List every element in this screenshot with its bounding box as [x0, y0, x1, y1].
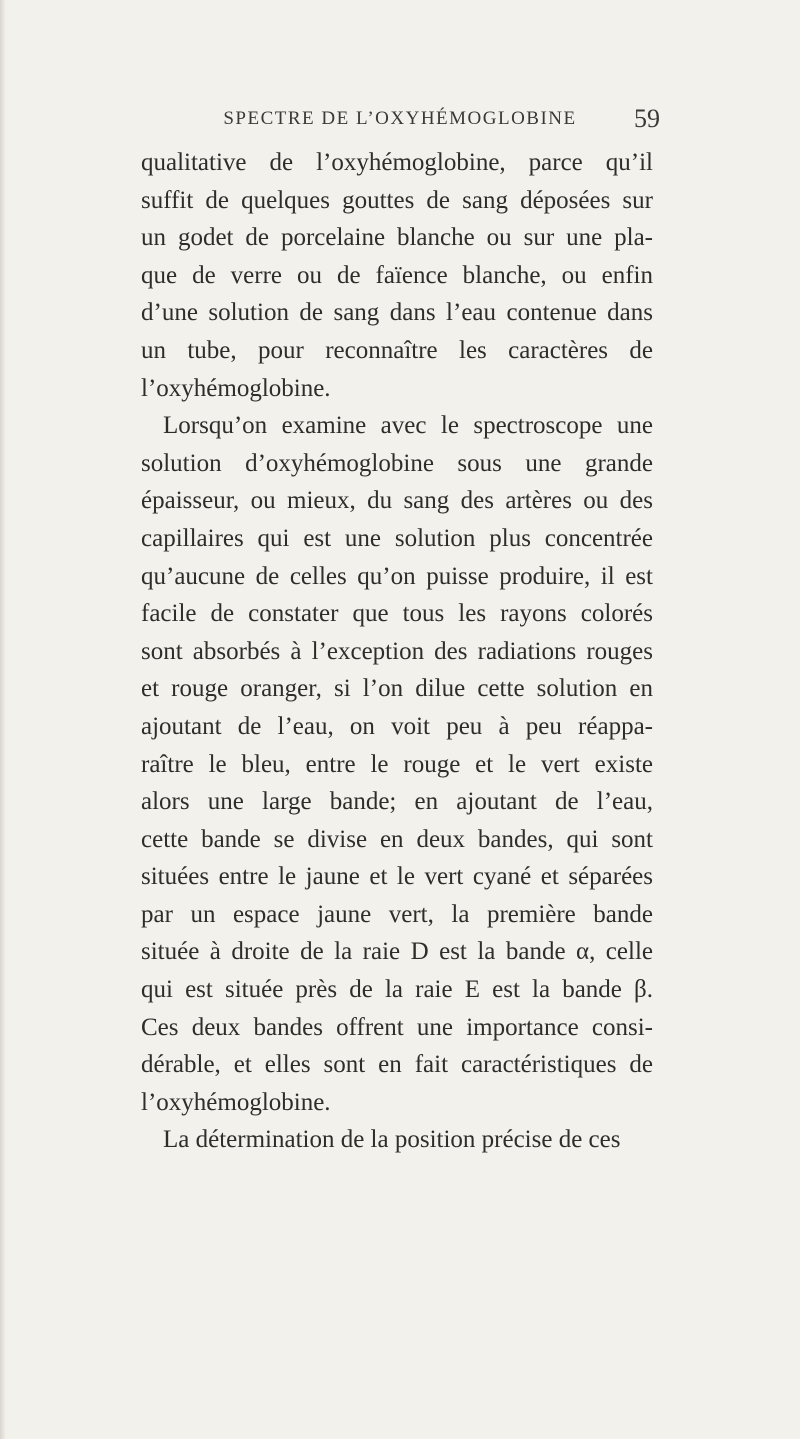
text-line: qui est située près de la raie E est la bande β. — [141, 976, 653, 1004]
page-edge-shadow — [0, 0, 6, 1439]
text-line: facile de constater que tous les rayons colorés — [141, 600, 653, 628]
text-line: d’une solution de sang dans l’eau contenue dans — [141, 299, 653, 327]
text-line: située à droite de la raie D est la bande α, celle — [141, 938, 653, 966]
text-line: Lorsqu’on examine avec le spectroscope une — [163, 412, 653, 440]
text-line: un tube, pour reconnaître les caractères de — [141, 336, 653, 364]
text-line: et rouge oranger, si l’on dilue cette solution en — [141, 675, 653, 703]
text-line: dérable, et elles sont en fait caractéristiques de — [141, 1051, 653, 1079]
text-line: qualitative de l’oxyhémoglobine, parce qu’il — [141, 149, 653, 176]
text-line: un godet de porcelaine blanche ou sur une pla- — [141, 224, 653, 252]
text-line: l’oxyhémoglobine. — [141, 374, 331, 402]
text-line: alors une large bande; en ajoutant de l’eau, — [141, 788, 653, 816]
text-line: La détermination de la position précise de ces — [163, 1126, 621, 1154]
text-line: solution d’oxyhémoglobine sous une grande — [141, 449, 653, 477]
text-line: que de verre ou de faïence blanche, ou enfin — [141, 261, 653, 289]
running-title: SPECTRE DE L’OXYHÉMOGLOBINE — [223, 108, 577, 129]
text-line: ajoutant de l’eau, on voit peu à peu réappa- — [141, 712, 653, 740]
text-line: par un espace jaune vert, la première bande — [141, 900, 653, 928]
text-line: situées entre le jaune et le vert cyané et séparées — [141, 863, 653, 891]
text-line: capillaires qui est une solution plus concentrée — [141, 524, 653, 552]
body-text — [141, 144, 653, 1159]
text-line: raître le bleu, entre le rouge et le vert existe — [141, 750, 653, 778]
text-line: l’oxyhémoglobine. — [141, 1088, 331, 1116]
page-header — [0, 104, 800, 138]
page-number: 59 — [634, 104, 660, 133]
text-line: épaisseur, ou mieux, du sang des artères ou des — [141, 487, 653, 515]
text-line: suffit de quelques gouttes de sang déposées sur — [141, 186, 653, 214]
text-line: Ces deux bandes offrent une importance consi- — [141, 1013, 653, 1041]
text-line: qu’aucune de celles qu’on puisse produire, il est — [141, 562, 653, 590]
text-line: sont absorbés à l’exception des radiations rouges — [141, 637, 653, 665]
text-line: cette bande se divise en deux bandes, qui sont — [141, 825, 653, 853]
